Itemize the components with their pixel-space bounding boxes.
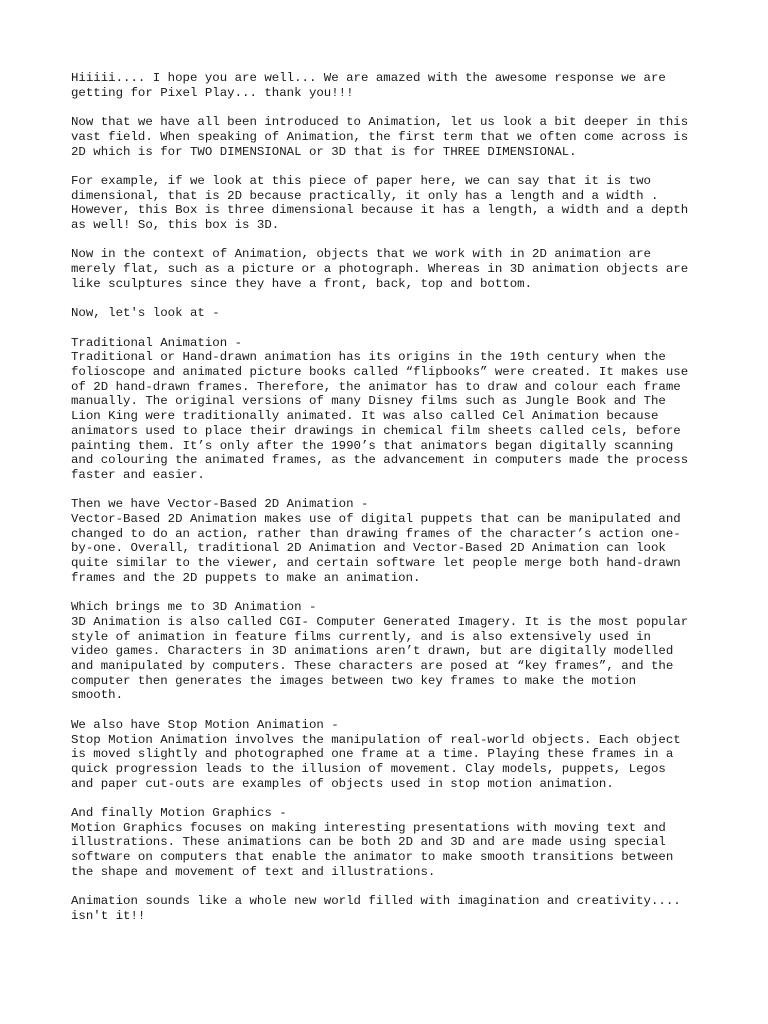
text-line: Motion Graphics focuses on making interesting presentations with moving text and [71,820,666,835]
text-line: quite similar to the viewer, and certain software let people merge both hand-drawn [71,556,681,571]
text-line: vast field. When speaking of Animation, the first term that we often come across is [71,129,689,144]
text-line: Now, let's look at - [71,306,220,321]
paragraph [71,115,731,159]
text-line: Now in the context of Animation, objects that we work with in 2D animation are [71,247,651,262]
text-line: frames and the 2D puppets to make an animation. [71,570,421,585]
text-line: software on computers that enable the animator to make smooth transitions between [71,850,674,865]
text-line: of 2D hand-drawn frames. Therefore, the animator has to draw and colour each frame [71,379,681,394]
paragraph [71,174,731,233]
text-line: animators used to place their drawings in chemical film sheets called cels, before [71,423,681,438]
text-line: smooth. [71,688,124,703]
text-line: dimensional, that is 2D because practically, it only has a length and a width . [71,188,659,203]
text-line: Then we have Vector-Based 2D Animation - [71,497,369,512]
text-line: 3D Animation is also called CGI- Computer Generated Imagery. It is the most popular [71,614,689,629]
text-line: However, this Box is three dimensional because it has a length, a width and a depth [71,203,689,218]
text-line: And finally Motion Graphics - [71,806,287,821]
paragraph [71,894,731,923]
text-line: like sculptures since they have a front, back, top and bottom. [71,276,533,291]
text-line: Now that we have all been introduced to Animation, let us look a bit deeper in this [71,115,689,130]
text-line: folioscope and animated picture books called “flipbooks” were created. It makes use [71,364,689,379]
paragraph [71,718,731,792]
paragraph [71,306,731,321]
text-line: For example, if we look at this piece of paper here, we can say that it is two [71,173,651,188]
text-line: by-one. Overall, traditional 2D Animation and Vector-Based 2D Animation can look [71,541,666,556]
text-line: video games. Characters in 3D animations aren’t drawn, but are digitally modelled [71,644,674,659]
text-line: isn't it!! [71,908,146,923]
paragraph [71,71,731,100]
text-line: 2D which is for TWO DIMENSIONAL or 3D that is for THREE DIMENSIONAL. [71,144,577,159]
text-line: Traditional or Hand-drawn animation has its origins in the 19th century when the [71,350,666,365]
paragraph [71,336,731,483]
text-line: style of animation in feature films currently, and is also extensively used in [71,629,651,644]
text-line: Traditional Animation - [71,335,243,350]
text-line: Lion King were traditionally animated. It was also called Cel Animation because [71,409,659,424]
text-line: Hiiiii.... I hope you are well... We are amazed with the awesome response we are [71,71,666,85]
text-line: and manipulated by computers. These characters are posed at “key frames”, and the [71,659,674,674]
paragraph [71,806,731,880]
text-line: faster and easier. [71,467,205,482]
paragraph [71,497,731,585]
text-line: illustrations. These animations can be both 2D and 3D and are made using special [71,835,666,850]
text-line: the shape and movement of text and illustrations. [71,864,436,879]
text-line: Animation sounds like a whole new world filled with imagination and creativity.... [71,894,681,909]
text-line: Which brings me to 3D Animation - [71,600,317,615]
text-line: is moved slightly and photographed one frame at a time. Playing these frames in a [71,747,674,762]
text-line: We also have Stop Motion Animation - [71,717,339,732]
text-line: and colouring the animated frames, as the advancement in computers made the process [71,453,689,468]
paragraph [71,247,731,291]
text-line: manually. The original versions of many Disney films such as Jungle Book and The [71,394,666,409]
text-line: changed to do an action, rather than drawing frames of the character’s action one- [71,526,681,541]
text-line: as well! So, this box is 3D. [71,218,280,232]
text-line: quick progression leads to the illusion of movement. Clay models, puppets, Legos [71,761,666,776]
text-line: merely flat, such as a picture or a photograph. Whereas in 3D animation objects are [71,262,689,277]
paragraph [71,600,731,703]
text-line: Stop Motion Animation involves the manipulation of real-world objects. Each object [71,732,681,747]
text-line: computer then generates the images between two key frames to make the motion [71,673,637,688]
text-line: getting for Pixel Play... thank you!!! [71,85,354,100]
text-line: painting them. It’s only after the 1990’s that animators began digitally scanning [71,438,674,453]
text-line: Vector-Based 2D Animation makes use of digital puppets that can be manipulated and [71,512,681,526]
document-body [71,71,731,938]
text-line: and paper cut-outs are examples of objects used in stop motion animation. [71,776,614,791]
